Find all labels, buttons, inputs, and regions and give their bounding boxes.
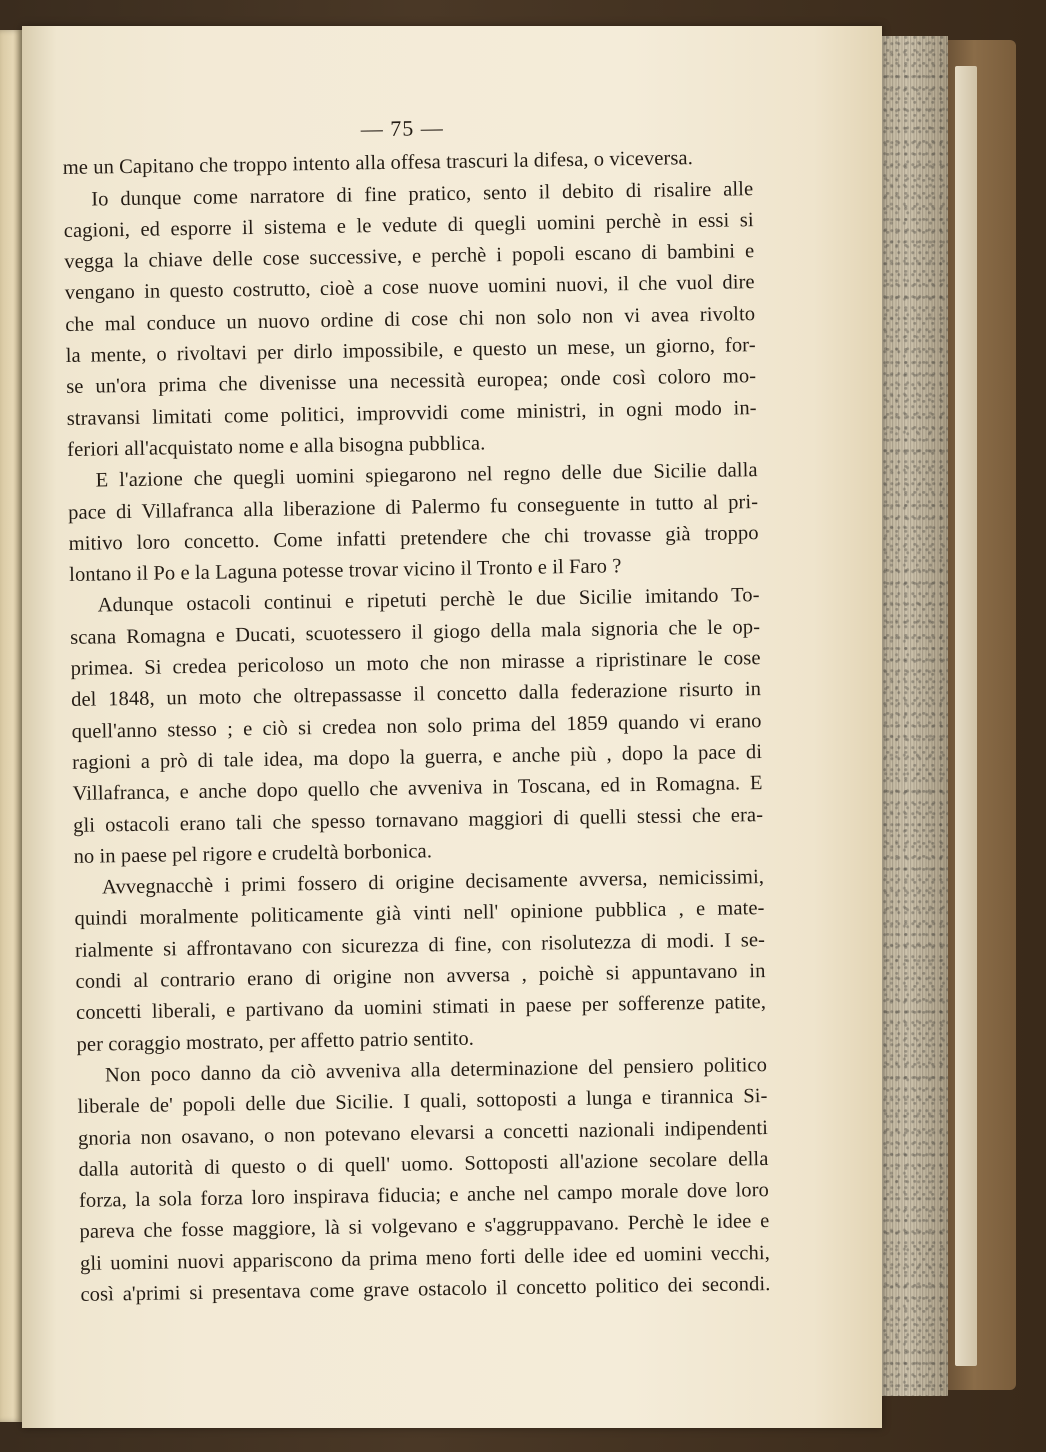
text-line: vegga la chiave delle cose successive, e perchè i popoli escano di bambini e bbox=[64, 240, 755, 274]
text-line: pace di Villafranca alla liberazione di Palermo fu conseguente in tutto al pri- bbox=[68, 490, 759, 524]
text-line: scana Romagna e Ducati, scuotessero il giogo della mala signoria che le op- bbox=[69, 615, 761, 649]
text-line: gnoria non osavano, o non potevano elevarsi a concetti nazionali indipendenti bbox=[77, 1116, 769, 1150]
text-line: cagioni, ed esporre il sistema e le vedute di quegli uomini perchè in essi si bbox=[63, 209, 754, 242]
page-number: — 75 — bbox=[360, 115, 444, 142]
text-line: feriori all'acquistato nome e alla bisogna pubblica. bbox=[67, 432, 486, 461]
text-line: gli ostacoli erano tali che spesso tornavano maggiori di quelli stessi che era- bbox=[72, 803, 764, 837]
text-line: me un Capitano che troppo intento alla offesa trascuri la difesa, o viceversa. bbox=[62, 147, 694, 180]
text-line: Adunque ostacoli continui e ripetuti perchè le due Sicilie imitando To- bbox=[97, 584, 760, 617]
text-line: per coraggio mostrato, per affetto patrio sentito. bbox=[76, 1027, 475, 1056]
text-line: primea. Si credea pericoloso un moto che non mirasse a ripristinare le cose bbox=[70, 647, 761, 680]
text-line: gli uomini nuovi appariscono da prima meno forti delle idee ed uomini vecchi, bbox=[79, 1241, 771, 1275]
text-line: E l'azione che quegli uomini spiegarono nel regno delle due Sicilie dalla bbox=[95, 459, 758, 492]
text-line: ragioni a prò di tale idea, ma dopo la guerra, e anche più , dopo la pace di bbox=[71, 741, 763, 774]
text-line: mitivo loro concetto. Come infatti pretendere che chi trovasse già troppo bbox=[68, 521, 759, 555]
text-line: rialmente si affrontavano con sicurezza di fine, con risolutezza di modi. I se- bbox=[74, 928, 766, 962]
text-line: quell'anno stesso ; e ciò si credea non solo prima del 1859 quando vi erano bbox=[71, 709, 762, 743]
text-line: no in paese pel rigore e crudeltà borbonica. bbox=[73, 840, 433, 868]
text-line: così a'primi si presentava come grave ostacolo il concetto politico dei secondi. bbox=[80, 1273, 771, 1306]
page-text bbox=[62, 107, 771, 1311]
text-line: Non poco danno da ciò avveniva alla determinazione del pensiero politico bbox=[104, 1053, 768, 1087]
text-line: stravansi limitati come politici, improvvidi come ministri, in ogni modo in- bbox=[66, 396, 757, 430]
text-line: quindi moralmente politicamente già vinti nell' opinione pubblica , e mate- bbox=[74, 897, 765, 931]
text-line: Avvegnacchè i primi fossero di origine decisamente avversa, nemicissimi, bbox=[101, 866, 765, 899]
previous-page-edge bbox=[0, 30, 22, 1422]
cover-endpaper bbox=[955, 66, 977, 1366]
text-lines bbox=[63, 142, 771, 1311]
text-line: Io dunque come narratore di fine pratico, sento il debito di risalire alle bbox=[91, 177, 754, 211]
text-line: concetti liberali, e partivano da uomini stimati in paese per sofferenze patite, bbox=[75, 991, 767, 1025]
text-line: lontano il Po e la Laguna potesse trovar vicino il Tronto e il Faro ? bbox=[69, 555, 622, 587]
text-line: che mal conduce un nuovo ordine di cose chi non solo non vi avea rivolto bbox=[65, 302, 756, 336]
text-line: dalla autorità di questo o di quell' uomo. Sottoposti all'azione secolare della bbox=[78, 1147, 769, 1181]
text-line: la mente, o rivoltavi per dirlo impossibile, e questo un mese, un giorno, for- bbox=[65, 334, 756, 368]
text-line: forza, la sola forza loro inspirava fiducia; e anche nel campo morale dove loro bbox=[78, 1179, 770, 1212]
text-line: se un'ora prima che divenisse una necessità europea; onde così coloro mo- bbox=[66, 365, 757, 399]
text-line: liberale de' popoli delle due Sicilie. I quali, sottoposti a lunga e tirannica Si- bbox=[77, 1085, 768, 1119]
text-line: del 1848, un moto che oltrepassasse il concetto dalla federazione risurto in bbox=[70, 678, 762, 712]
text-line: condi al contrario erano di origine non avversa , poichè si appuntavano in bbox=[75, 960, 766, 993]
text-line: Villafranca, e anche dopo quello che avveniva in Toscana, ed in Romagna. E bbox=[72, 772, 763, 806]
text-line: vengano in questo costrutto, cioè a cose nuove uomini nuovi, il che vuol dire bbox=[64, 271, 755, 305]
text-line: pareva che fosse maggiore, là si volgevano e s'aggruppavano. Perchè le idee e bbox=[79, 1210, 770, 1244]
